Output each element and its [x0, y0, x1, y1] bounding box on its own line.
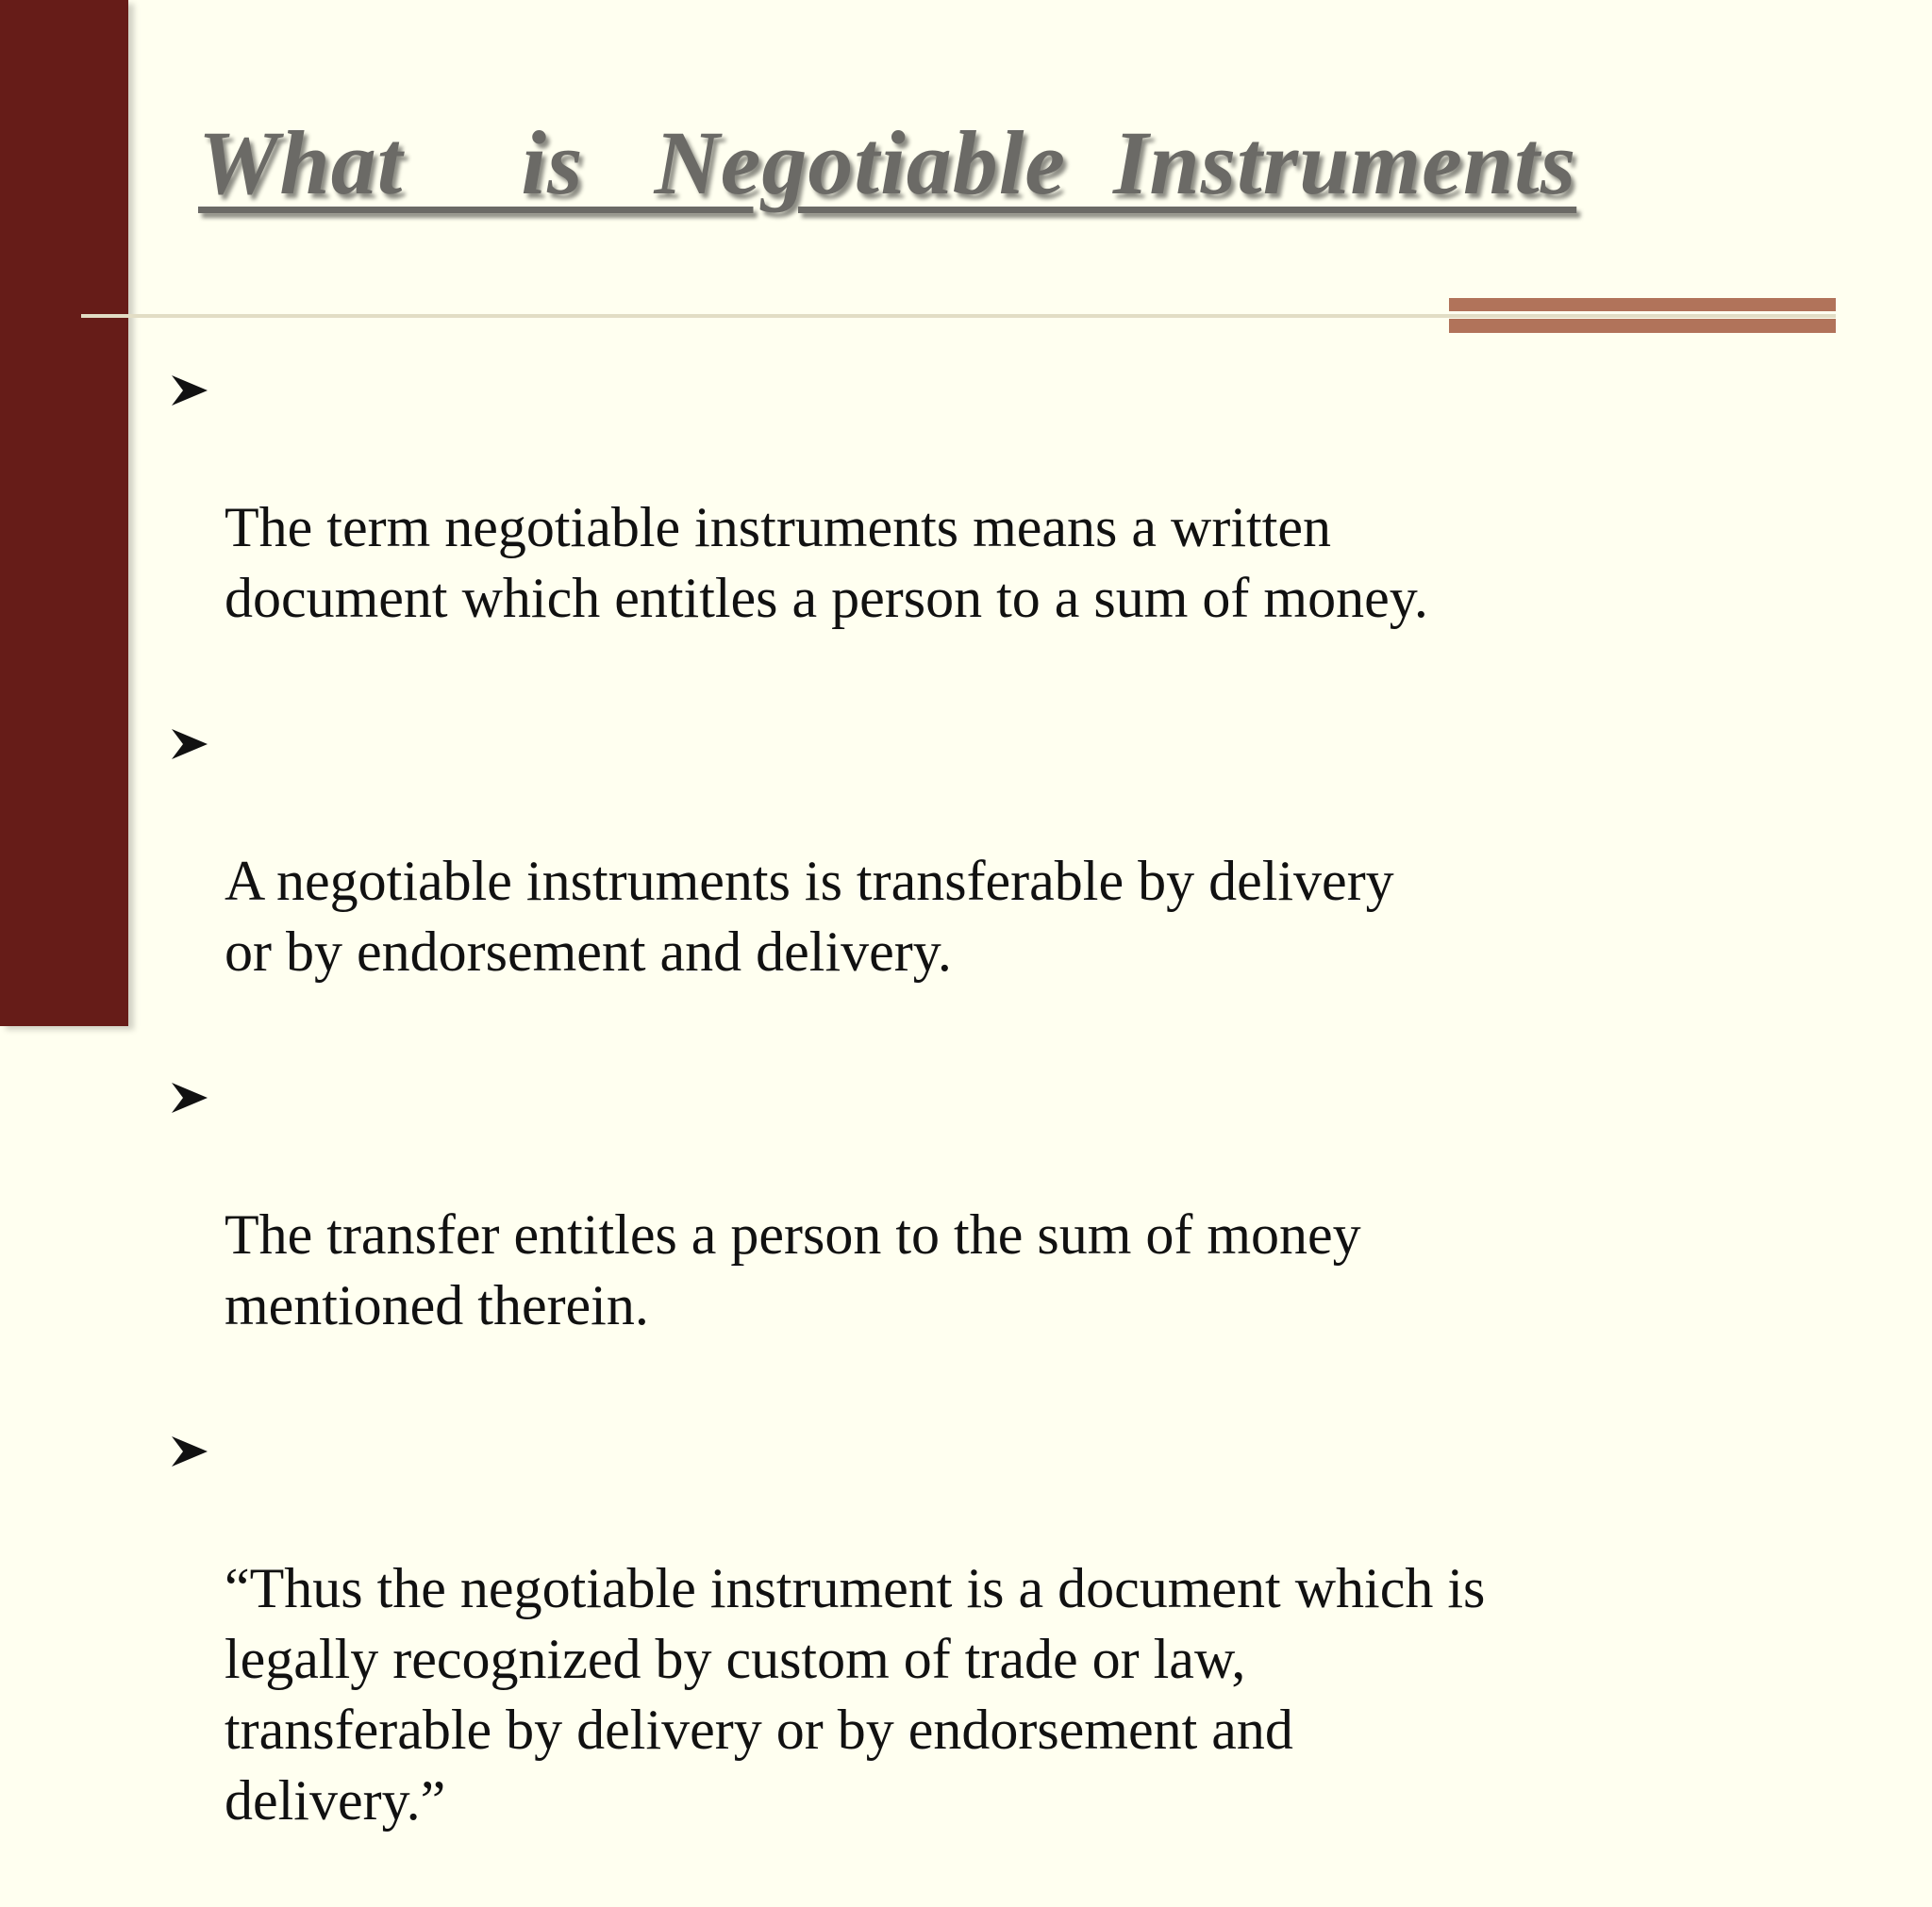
arrowhead-bullet-icon	[170, 373, 209, 407]
bullet-text: A negotiable instruments is transferable by delivery or by endorsement and delivery.	[225, 850, 1394, 983]
arrowhead-bullet-icon	[170, 1081, 209, 1115]
bullet-list	[166, 351, 1732, 1907]
left-sidebar-bar	[0, 0, 128, 1026]
arrowhead-bullet-icon	[170, 727, 209, 761]
bullet-text: The term negotiable instruments means a written document which entitles a person to a sum of money.	[225, 496, 1428, 629]
title-accent-rule	[1449, 298, 1836, 336]
bullet-text: The transfer entitles a person to the sum of money mentioned therein.	[225, 1203, 1361, 1336]
arrowhead-bullet-icon	[170, 1434, 209, 1468]
bullet-item	[166, 705, 1732, 987]
bullet-item	[166, 1058, 1732, 1341]
bullet-item	[166, 1412, 1732, 1836]
bullet-text: “Thus the negotiable instrument is a document which is legally recognized by custom of trade or law, transferable by delivery or by endorsement and delivery.”	[225, 1557, 1486, 1832]
accent-band-bottom	[1449, 319, 1836, 333]
bullet-item	[166, 351, 1732, 634]
accent-band-top	[1449, 298, 1836, 311]
slide-title: What is Negotiable Instruments	[198, 112, 1577, 213]
